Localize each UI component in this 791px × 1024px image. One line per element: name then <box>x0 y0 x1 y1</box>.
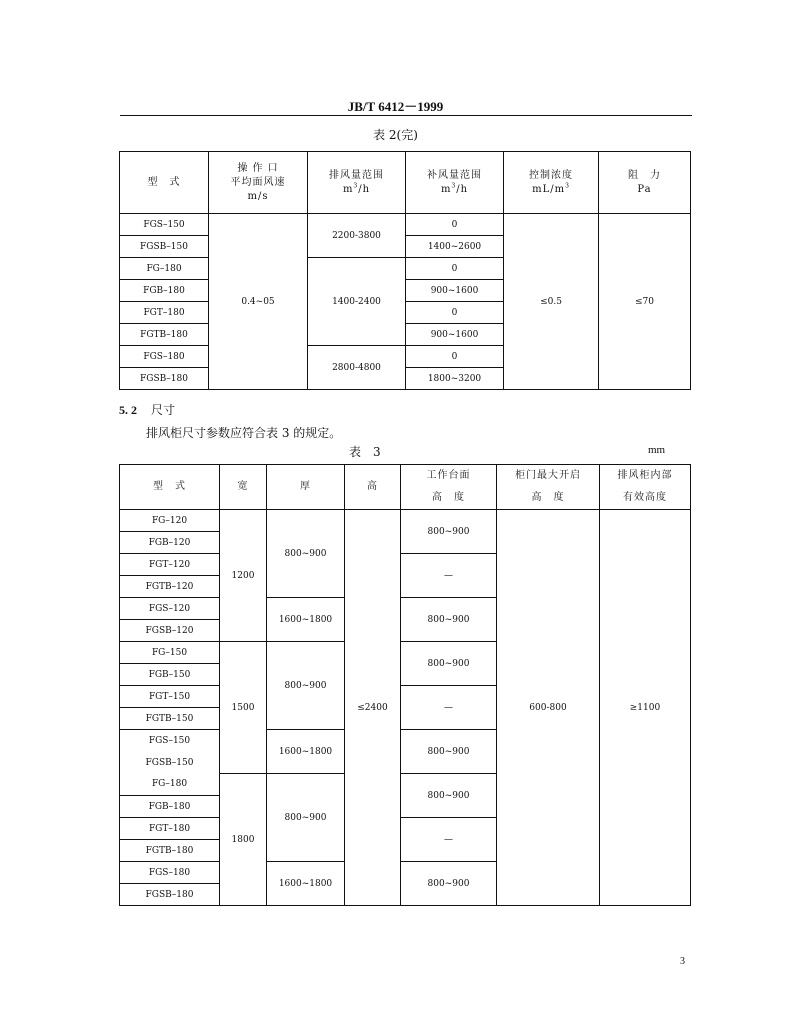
t3-model-cell: FGT–150 <box>120 686 220 708</box>
t2-model-cell: FGSB–180 <box>120 368 209 390</box>
t2-makeup-cell: 0 <box>406 302 504 324</box>
t2-model-cell: FG–180 <box>120 258 209 280</box>
t2-exhaust-cell: 2200-3800 <box>308 214 406 258</box>
t2-header-makeup: 补风量范围 $m^3/h$ <box>406 152 504 214</box>
t3-height-cell: ≤2400 <box>345 510 401 906</box>
t3-header-worktop: 工作台面 高 度 <box>401 465 497 510</box>
t3-depth-cell: 800~900 <box>267 774 345 862</box>
t3-header-door: 柜门最大开启 高 度 <box>497 465 600 510</box>
t3-worktop-cell: 800~900 <box>401 730 497 774</box>
t3-model-cell: FGSB–120 <box>120 620 220 642</box>
t3-worktop-cell: — <box>401 554 497 598</box>
t3-header-width: 宽 <box>220 465 267 510</box>
t3-worktop-cell: 800~900 <box>401 598 497 642</box>
table3-caption: 表 3 <box>349 445 381 459</box>
t3-interior-cell: ≥1100 <box>600 510 691 906</box>
t3-depth-cell: 800~900 <box>267 510 345 598</box>
t3-model-cell: FGSB–150 <box>120 752 220 774</box>
t3-depth-cell: 1600~1800 <box>267 862 345 906</box>
t3-model-cell: FGT–180 <box>120 818 220 840</box>
t2-model-cell: FGS–180 <box>120 346 209 368</box>
t3-model-cell: FGS–150 <box>120 730 220 752</box>
t3-model-cell: FGT–120 <box>120 554 220 576</box>
t2-makeup-cell: 0 <box>406 346 504 368</box>
t3-worktop-cell: — <box>401 818 497 862</box>
t3-width-cell: 1500 <box>220 642 267 774</box>
section-number: 5. 2 <box>119 403 137 417</box>
t2-makeup-cell: 1400~2600 <box>406 236 504 258</box>
t3-model-cell: FGB–150 <box>120 664 220 686</box>
t2-makeup-cell: 0 <box>406 214 504 236</box>
t3-worktop-cell: 800~900 <box>401 642 497 686</box>
t3-door-cell: 600-800 <box>497 510 600 906</box>
t2-model-cell: FGTB–180 <box>120 324 209 346</box>
table2 <box>119 151 691 390</box>
section-heading <box>119 401 175 418</box>
t3-width-cell: 1800 <box>220 774 267 906</box>
t2-face-velocity-cell: 0.4~05 <box>209 214 308 390</box>
t2-exhaust-cell: 1400-2400 <box>308 258 406 346</box>
t2-exhaust-cell: 2800-4800 <box>308 346 406 390</box>
t2-header-face-velocity: 操 作 口 平均面风速 m/s <box>209 152 308 214</box>
t3-model-cell: FGS–120 <box>120 598 220 620</box>
t2-model-cell: FGSB–150 <box>120 236 209 258</box>
t2-header-concentration: 控制浓度 $mL/m^3$ <box>504 152 599 214</box>
t3-model-cell: FGB–120 <box>120 532 220 554</box>
t3-header-depth: 厚 <box>267 465 345 510</box>
t3-model-cell: FGTB–180 <box>120 840 220 862</box>
t3-model-cell: FG–180 <box>120 774 220 796</box>
table3-unit: mm <box>648 444 666 456</box>
t3-depth-cell: 1600~1800 <box>267 598 345 642</box>
section-title: 尺寸 <box>151 403 176 417</box>
t2-makeup-cell: 900~1600 <box>406 280 504 302</box>
t3-model-cell: FGS–180 <box>120 862 220 884</box>
t3-model-cell: FG–150 <box>120 642 220 664</box>
t3-worktop-cell: 800~900 <box>401 510 497 554</box>
t2-header-model: 型 式 <box>120 152 209 214</box>
t3-depth-cell: 800~900 <box>267 642 345 730</box>
t3-worktop-cell: — <box>401 686 497 730</box>
t2-header-exhaust: 排风量范围 $m^3/h$ <box>308 152 406 214</box>
t2-makeup-cell: 0 <box>406 258 504 280</box>
t3-worktop-cell: 800~900 <box>401 862 497 906</box>
t3-width-cell: 1200 <box>220 510 267 642</box>
t3-model-cell: FGB–180 <box>120 796 220 818</box>
table2-caption: 表 2(完) <box>373 128 418 142</box>
t2-makeup-cell: 900~1600 <box>406 324 504 346</box>
t2-header-resistance: 阻 力 Pa <box>599 152 691 214</box>
t3-model-cell: FGSB–180 <box>120 884 220 906</box>
t2-model-cell: FGS–150 <box>120 214 209 236</box>
t3-header-model: 型 式 <box>120 465 220 510</box>
t3-header-interior: 排风柜内部 有效高度 <box>600 465 691 510</box>
standard-code: JB/T 6412－1999 <box>347 99 444 114</box>
t3-depth-cell: 1600~1800 <box>267 730 345 774</box>
t2-model-cell: FGB–180 <box>120 280 209 302</box>
page-number: 3 <box>680 956 685 967</box>
section-paragraph: 排风柜尺寸参数应符合表 3 的规定。 <box>146 426 342 440</box>
t3-worktop-cell: 800~900 <box>401 774 497 818</box>
t2-resistance-cell: ≤70 <box>599 214 691 390</box>
t2-concentration-cell: ≤0.5 <box>504 214 599 390</box>
t3-model-cell: FGTB–120 <box>120 576 220 598</box>
t3-model-cell: FG–120 <box>120 510 220 532</box>
header-rule <box>120 115 692 116</box>
t3-model-cell: FGTB–150 <box>120 708 220 730</box>
table3 <box>119 464 691 906</box>
t2-makeup-cell: 1800~3200 <box>406 368 504 390</box>
t2-model-cell: FGT–180 <box>120 302 209 324</box>
t3-header-height: 高 <box>345 465 401 510</box>
